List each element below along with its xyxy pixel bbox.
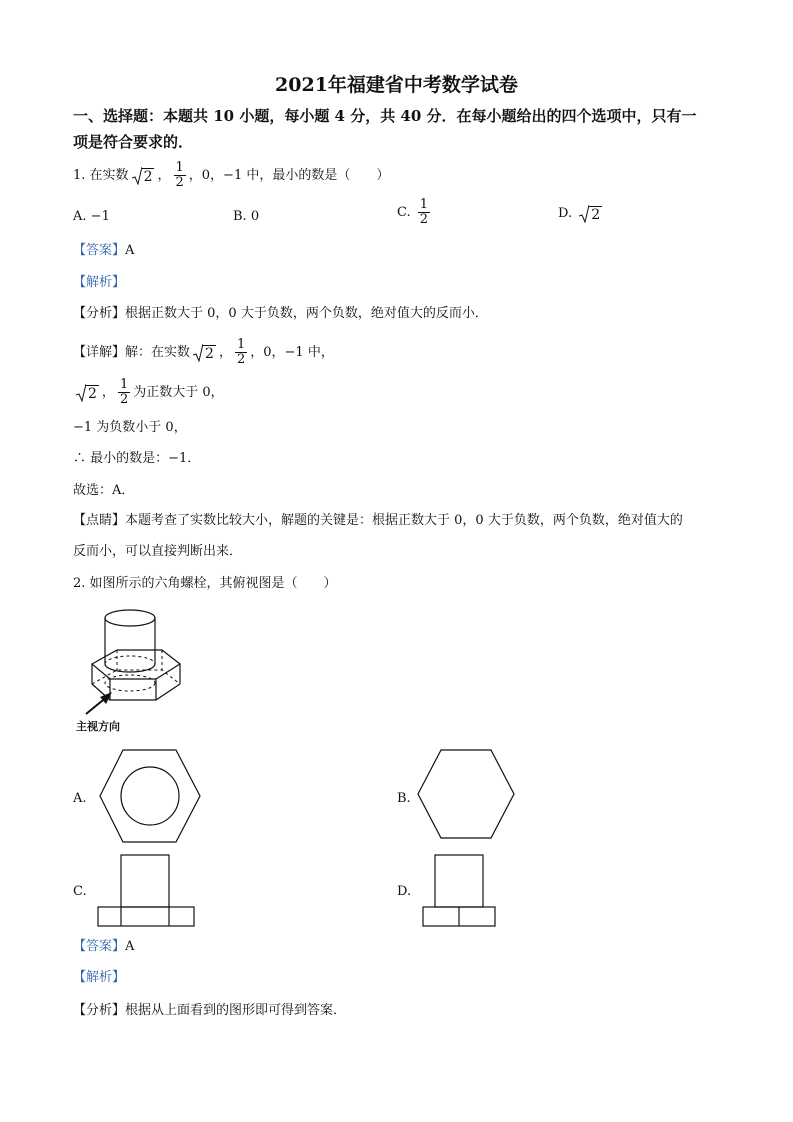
- question-1-stem: [73, 161, 389, 190]
- option-b[interactable]: [233, 207, 259, 227]
- fraction: [235, 338, 247, 367]
- fraction: [174, 161, 186, 190]
- fenxi-tag: 【分析】: [73, 1003, 126, 1018]
- option-value: 0: [250, 209, 260, 224]
- fenxi-line-q2: [73, 1001, 346, 1021]
- option-c-label[interactable]: C.: [73, 884, 87, 899]
- sqrt-radicand: 2: [205, 345, 214, 362]
- comma: ，: [101, 385, 115, 400]
- dianjing-line-2-q1: 反而小，可以直接判断出来．: [73, 544, 243, 559]
- fraction-denominator: 2: [119, 392, 129, 407]
- question-text: 如图所示的六角螺栓，其俯视图是（ ）: [89, 576, 337, 591]
- answer-line-q1: [73, 241, 134, 261]
- option-d[interactable]: [558, 204, 605, 224]
- positive-line-q1: [73, 378, 224, 407]
- option-c[interactable]: [397, 198, 433, 227]
- fraction-numerator: 1: [419, 197, 429, 212]
- fenxi-text: 根据正数大于 0，0 大于负数，两个负数，绝对值大的反而小．: [125, 306, 488, 321]
- answer-tag: 【答案】: [73, 243, 126, 258]
- question-number: 2.: [73, 576, 86, 591]
- fraction-numerator: 1: [236, 337, 246, 352]
- option-b-figure: [417, 749, 515, 839]
- minimum-line-q1: ∴ 最小的数是：−1．: [73, 451, 201, 466]
- option-label: D.: [558, 206, 573, 221]
- option-d-label[interactable]: D.: [397, 884, 412, 899]
- answer-tag: 【答案】: [73, 939, 126, 954]
- fraction-numerator: 1: [119, 377, 129, 392]
- sqrt-radicand: 2: [88, 385, 97, 402]
- positive-text: 为正数大于 0，: [133, 385, 224, 400]
- analysis-tag: 【解析】: [73, 275, 126, 290]
- dianjing-line-1-q1: [73, 511, 683, 531]
- comma: ，: [157, 168, 171, 183]
- dianjing-text: 本题考查了实数比较大小，解题的关键是：根据正数大于 0，0 大于负数，两个负数，绝对值大的: [125, 513, 683, 528]
- negative-line-q1: −1 为负数小于 0，: [73, 420, 187, 435]
- analysis-line-q2: [73, 968, 125, 988]
- option-label: B.: [233, 209, 247, 224]
- question-2-stem: [73, 574, 337, 594]
- xiangjie-line-q1: [73, 338, 334, 367]
- view-direction-label: 主视方向: [76, 720, 120, 733]
- page-title: 2021年福建省中考数学试卷: [275, 74, 518, 96]
- answer-value: A: [125, 243, 135, 258]
- sqrt-radicand: 2: [591, 206, 601, 223]
- fraction-numerator: 1: [175, 160, 184, 175]
- analysis-tag: 【解析】: [73, 970, 126, 985]
- sqrt-expression: [132, 167, 155, 185]
- section-header-line-2: 项是符合要求的．: [73, 133, 194, 151]
- sqrt-radicand: 2: [143, 168, 153, 185]
- section-header-line-1: 一、选择题：本题共 10 小题，每小题 4 分，共 40 分．在每小题给出的四个选项中，只有一: [73, 107, 697, 125]
- option-b-label[interactable]: B.: [397, 791, 411, 806]
- fenxi-tag: 【分析】: [73, 306, 126, 321]
- select-line-q1: 故选：A．: [73, 483, 135, 498]
- question-text-rest: ，0，−1 中，最小的数是（ ）: [188, 168, 390, 183]
- fraction: [118, 378, 130, 407]
- sqrt-expression: [193, 344, 216, 362]
- xiangjie-tag: 【详解】: [73, 345, 126, 360]
- xiangjie-text-rest: ，0，−1 中，: [250, 345, 334, 360]
- question-text-prefix: 在实数: [89, 168, 129, 183]
- question-1-options: [0, 197, 793, 240]
- hex-bolt-figure: [72, 606, 192, 736]
- fraction-denominator: 2: [175, 175, 184, 190]
- answer-value: A: [125, 939, 135, 954]
- fraction-denominator: 2: [419, 212, 429, 227]
- sqrt-expression: [76, 384, 99, 402]
- dianjing-tag: 【点睛】: [73, 513, 126, 528]
- option-label: A.: [73, 209, 87, 224]
- sqrt-expression: [579, 205, 602, 223]
- option-a[interactable]: [73, 207, 110, 227]
- fenxi-line-q1: [73, 304, 488, 324]
- option-c-figure: [97, 854, 195, 928]
- question-number: 1.: [73, 168, 86, 183]
- option-d-figure: [422, 854, 496, 928]
- option-a-figure: [99, 749, 201, 843]
- comma: ，: [218, 345, 232, 360]
- option-a-label[interactable]: A.: [73, 791, 87, 806]
- analysis-line-q1: [73, 273, 125, 293]
- fraction-denominator: 2: [236, 352, 246, 367]
- option-value: −1: [90, 209, 110, 224]
- xiangjie-text: 解：在实数: [125, 345, 191, 360]
- option-label: C.: [397, 205, 411, 220]
- fraction: [418, 198, 430, 227]
- fenxi-text: 根据从上面看到的图形即可得到答案．: [125, 1003, 347, 1018]
- answer-line-q2: [73, 937, 134, 957]
